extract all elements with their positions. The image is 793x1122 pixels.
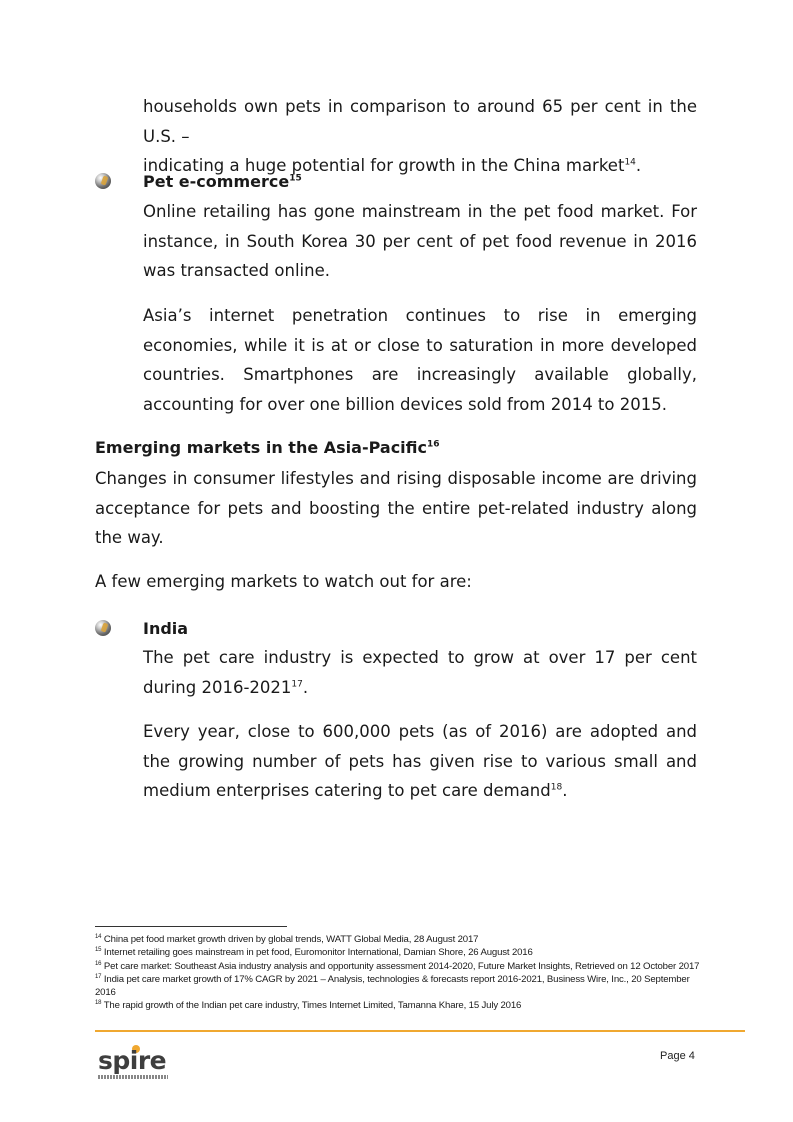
footnote-14: [95, 933, 700, 946]
india-paragraph-1: [143, 643, 697, 702]
india-p2-text: Every year, close to 600,000 pets (as of 2016) are adopted and the growing number of pets has given rise to various small and medium enterprises catering to pet care demand: [143, 722, 697, 800]
footnote-text: China pet food market growth driven by global trends, WATT Global Media, 28 August 2017: [101, 934, 479, 945]
footer-divider: [95, 1030, 745, 1032]
footnote-number: 15: [95, 947, 102, 954]
footnote-17: [95, 973, 700, 1000]
footnote-number: 14: [95, 933, 102, 940]
globe-bullet-icon: [95, 173, 111, 189]
footnote-ref-18[interactable]: 18: [550, 782, 563, 793]
footnotes: [95, 933, 700, 1013]
footnote-separator: [95, 926, 287, 927]
footnote-15: [95, 946, 700, 959]
emerging-heading: [95, 438, 440, 457]
ecommerce-paragraph-1: Online retailing has gone mainstream in the pet food market. For instance, in South Korea 30 per cent of pet food revenue in 2016 was transacted online.: [143, 202, 697, 280]
footnote-ref-15[interactable]: 15: [289, 173, 302, 184]
footnote-text: Pet care market: Southeast Asia industry analysis and opportunity assessment 2014-2020, Future Market Insights, Retrieved on 12 October 2017: [101, 960, 700, 972]
logo-wordmark: spire: [98, 1046, 167, 1075]
india-p1-text: The pet care industry is expected to grow at over 17 per cent during 2016-2021: [143, 648, 697, 697]
footnote-number: 18: [95, 1000, 102, 1007]
footnote-16: [95, 960, 700, 973]
globe-bullet-icon: [95, 620, 111, 636]
footnote-text: The rapid growth of the Indian pet care industry, Times Internet Limited, Tamanna Khare, 15 July 2016: [101, 1000, 522, 1012]
logo-tagline-bar: [98, 1075, 168, 1079]
emerging-paragraph-1: Changes in consumer lifestyles and rising disposable income are driving acceptance for pets and boosting the entire pet-related industry along the way.: [95, 469, 697, 547]
ecommerce-paragraph-2: Asia’s internet penetration continues to rise in emerging economies, while it is at or close to saturation in more developed countries. Smartphones are increasingly available globally, accounting for over one billion devices sold from 2014 to 2015.: [143, 306, 697, 414]
footnote-text: Internet retailing goes mainstream in pet food, Euromonitor International, Damian Shore, 26 August 2016: [101, 947, 533, 959]
india-heading: India: [143, 619, 189, 638]
intro-end: .: [635, 156, 642, 175]
footnote-18: [95, 999, 700, 1012]
footnote-ref-14[interactable]: 14: [624, 157, 636, 168]
ecommerce-heading-text: Pet e-commerce: [143, 172, 290, 191]
footnote-number: 17: [95, 973, 102, 980]
emerging-paragraph-2: A few emerging markets to watch out for are:: [95, 572, 472, 591]
india-p2-end: .: [562, 781, 568, 800]
page-number: Page 4: [660, 1050, 695, 1062]
emerging-heading-text: Emerging markets in the Asia-Pacific: [95, 438, 427, 457]
ecommerce-heading: [143, 172, 302, 191]
intro-paragraph: [143, 92, 697, 181]
intro-line-2: indicating a huge potential for growth in the China market: [143, 156, 625, 175]
footnote-ref-17[interactable]: 17: [291, 679, 303, 689]
india-p1-end: .: [302, 677, 309, 697]
footnote-ref-16[interactable]: 16: [427, 439, 440, 450]
india-paragraph-2: [143, 717, 697, 806]
spire-logo: [98, 1048, 178, 1084]
footnote-text: India pet care market growth of 17% CAGR by 2021 – Analysis, technologies & forecasts report 2016-2021, Business Wire, Inc., 20 September 2016: [95, 973, 690, 999]
intro-line-1: households own pets in comparison to around 65 per cent in the U.S. –: [143, 97, 697, 146]
footnote-number: 16: [95, 960, 102, 967]
